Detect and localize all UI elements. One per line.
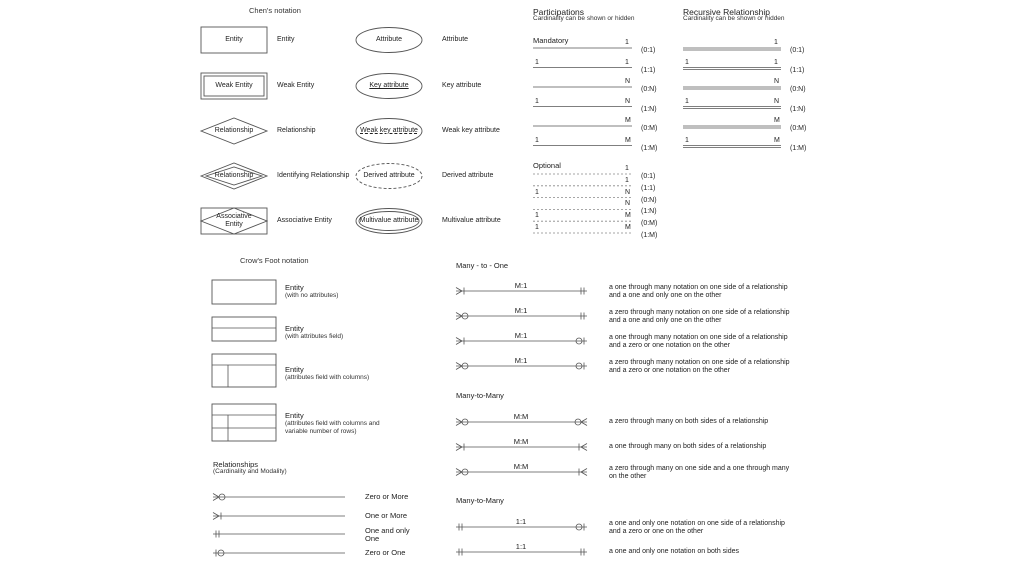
relationship-description: a one and only one notation on both sides bbox=[609, 548, 739, 555]
cardinality-left: 1 bbox=[535, 97, 539, 105]
cardinality-right: 1 bbox=[625, 165, 629, 172]
relationship-description: a zero through many on one side and a one through many on the other bbox=[609, 465, 790, 480]
cardinality-left: 1 bbox=[535, 212, 539, 220]
crow-prong bbox=[581, 447, 587, 451]
chen-attr-label: Weak key attribute bbox=[442, 127, 500, 134]
cardinality-left: 1 bbox=[685, 97, 689, 105]
chen-shape-label: Associative Entity bbox=[277, 217, 332, 224]
crow-prong bbox=[213, 513, 219, 517]
crow-prong bbox=[456, 444, 462, 448]
crow-entity-name: Entity bbox=[285, 365, 304, 374]
crow-entity-name: Entity bbox=[285, 283, 304, 292]
crow-prong bbox=[581, 469, 587, 473]
cardinality-code: (1:1) bbox=[641, 184, 656, 192]
optional-label: Optional bbox=[533, 161, 561, 170]
chen-title: Chen's notation bbox=[249, 6, 301, 15]
cardinality-right: N bbox=[625, 200, 631, 208]
relationship-description: a one through many on both sides of a relationship bbox=[609, 443, 767, 450]
cardinality-right: M bbox=[774, 136, 780, 144]
cardinality-right: M bbox=[625, 117, 631, 124]
crow-prong bbox=[456, 338, 462, 342]
crow-prong bbox=[213, 516, 219, 520]
crow-prong bbox=[581, 444, 587, 448]
cardinality-code: (0:1) bbox=[790, 47, 805, 54]
crow-prong bbox=[581, 422, 587, 426]
cardinality-right: N bbox=[625, 78, 631, 85]
ratio-label: M:M bbox=[513, 462, 529, 471]
cardinality-right: M bbox=[625, 136, 631, 144]
recursive-subtitle: Cardinality can be shown or hidden bbox=[683, 15, 785, 22]
mandatory-label: Mandatory bbox=[533, 36, 569, 45]
crow-prong bbox=[456, 288, 462, 292]
cardinality-code: (0:1) bbox=[641, 173, 656, 180]
cardinality-code: (1:1) bbox=[790, 66, 805, 74]
cardinality-right: N bbox=[774, 78, 780, 85]
relationship-description: a one through many notation on one side of a relationship and a one and only one on the other bbox=[609, 284, 788, 299]
relationship-description: a zero through many on both sides of a relationship bbox=[609, 418, 769, 425]
crows-title: Crow's Foot notation bbox=[240, 256, 309, 265]
cardinality-right: 1 bbox=[774, 39, 778, 46]
crow-prong bbox=[213, 494, 219, 498]
relationship-description: a zero through many notation on one side of a relationship and a zero or one notation on the other bbox=[609, 359, 790, 374]
crow-entity-desc: (attributes field with columns and variable number of rows) bbox=[285, 420, 380, 435]
cardinality-code: (1:N) bbox=[641, 105, 657, 113]
section-title: Many - to - One bbox=[456, 261, 509, 270]
chen-attr-label: Attribute bbox=[442, 36, 469, 43]
cardinality-left: 1 bbox=[685, 136, 689, 144]
relationship-legend-label: Zero or One bbox=[365, 548, 406, 557]
crow-prong bbox=[456, 472, 462, 476]
relationship-description: a one and only one notation on one side of a relationship and a zero or one on the other bbox=[609, 520, 785, 535]
crow-prong bbox=[456, 363, 462, 367]
crow-prong bbox=[456, 366, 462, 370]
chen-attr-label: Key attribute bbox=[442, 82, 482, 89]
crow-prong bbox=[456, 469, 462, 473]
chen-attr-text: Multivalue attribute bbox=[359, 217, 419, 224]
chen-attr-label: Multivalue attribute bbox=[442, 217, 501, 224]
crow-prong bbox=[581, 419, 587, 423]
cardinality-left: 1 bbox=[535, 188, 539, 196]
relationship-legend-label: One or More bbox=[365, 511, 408, 520]
cardinality-code: (0:M) bbox=[790, 125, 807, 132]
crow-prong bbox=[456, 291, 462, 295]
chen-shape-text: Entity bbox=[225, 36, 243, 43]
chen-attr-text: Key attribute bbox=[369, 82, 409, 89]
crow-prong bbox=[456, 316, 462, 320]
cardinality-left: 1 bbox=[535, 224, 539, 231]
chen-shape-text: Relationship bbox=[214, 172, 254, 179]
cardinality-right: N bbox=[625, 97, 631, 105]
cardinality-code: (1:M) bbox=[641, 144, 658, 152]
participations-subtitle: Cardinality can be shown or hidden bbox=[533, 15, 635, 22]
cardinality-code: (1:M) bbox=[790, 144, 807, 152]
crow-entity-desc: (with no attributes) bbox=[285, 292, 339, 299]
crow-prong bbox=[456, 419, 462, 423]
chen-shape-label: Weak Entity bbox=[277, 82, 315, 89]
cardinality-code: (0:N) bbox=[641, 196, 657, 204]
chen-shape-text: Associative Entity bbox=[216, 213, 252, 228]
chen-attr-text: Attribute bbox=[375, 36, 403, 43]
chen-attr-text: Derived attribute bbox=[363, 172, 415, 179]
cardinality-code: (1:N) bbox=[641, 208, 657, 216]
crow-prong bbox=[456, 313, 462, 317]
ratio-label: M:1 bbox=[514, 331, 528, 340]
relationship-legend-label: One and only One bbox=[365, 526, 410, 543]
ratio-label: M:1 bbox=[514, 281, 528, 290]
cardinality-left: 1 bbox=[685, 58, 689, 66]
chen-shape-text: Relationship bbox=[214, 127, 254, 134]
cardinality-code: (1:1) bbox=[641, 66, 656, 74]
participations-title: Participations bbox=[533, 7, 585, 17]
recursive-title: Recursive Relationship bbox=[683, 7, 770, 17]
cardinality-code: (1:M) bbox=[641, 232, 658, 239]
cardinality-code: (0:M) bbox=[641, 125, 658, 132]
relationships-subtitle: (Cardinality and Modality) bbox=[213, 468, 287, 475]
crow-prong bbox=[213, 497, 219, 501]
ratio-label: M:M bbox=[513, 412, 529, 421]
ratio-label: M:M bbox=[513, 437, 529, 446]
cardinality-right: N bbox=[625, 188, 631, 196]
cardinality-right: 1 bbox=[625, 39, 629, 46]
crow-prong bbox=[456, 422, 462, 426]
cardinality-left: 1 bbox=[535, 58, 539, 66]
section-title: Many-to-Many bbox=[456, 391, 504, 400]
crow-entity-desc: (attributes field with columns) bbox=[285, 374, 370, 381]
ratio-label: M:1 bbox=[514, 356, 528, 365]
crow-prong bbox=[456, 341, 462, 345]
cardinality-right: 1 bbox=[625, 58, 629, 66]
cardinality-code: (0:1) bbox=[641, 47, 656, 54]
relationship-legend-label: Zero or More bbox=[365, 492, 409, 501]
chen-shape-label: Identifying Relationship bbox=[277, 172, 350, 179]
chen-shape-label: Entity bbox=[277, 36, 295, 43]
cardinality-right: 1 bbox=[625, 176, 629, 184]
ratio-label: 1:1 bbox=[515, 542, 527, 551]
cardinality-code: (0:M) bbox=[641, 220, 658, 228]
relationship-description: a one through many notation on one side of a relationship and a zero or one notation on the other bbox=[609, 334, 788, 349]
cardinality-right: M bbox=[774, 117, 780, 124]
chen-shape-text: Weak Entity bbox=[215, 82, 253, 89]
cardinality-code: (1:N) bbox=[790, 105, 806, 113]
relationships-title: Relationships bbox=[213, 460, 259, 469]
chen-attr-text: Weak key attribute bbox=[360, 127, 418, 134]
cardinality-right: M bbox=[625, 224, 631, 231]
relationship-description: a zero through many notation on one side of a relationship and a one and only one on the other bbox=[609, 309, 790, 324]
crow-prong bbox=[581, 472, 587, 476]
cardinality-code: (0:N) bbox=[641, 86, 657, 93]
ratio-label: M:1 bbox=[514, 306, 528, 315]
crow-prong bbox=[456, 447, 462, 451]
cardinality-left: 1 bbox=[535, 136, 539, 144]
cardinality-right: N bbox=[774, 97, 780, 105]
cardinality-right: M bbox=[625, 212, 631, 220]
chen-shape-label: Relationship bbox=[277, 127, 316, 134]
cardinality-right: 1 bbox=[774, 58, 778, 66]
chen-attr-label: Derived attribute bbox=[442, 172, 494, 179]
crow-entity-desc: (with attributes field) bbox=[285, 333, 344, 340]
crow-entity-name: Entity bbox=[285, 411, 304, 420]
ratio-label: 1:1 bbox=[515, 517, 527, 526]
crow-entity-name: Entity bbox=[285, 324, 304, 333]
cardinality-code: (0:N) bbox=[790, 86, 806, 93]
section-title: Many-to-Many bbox=[456, 496, 504, 505]
